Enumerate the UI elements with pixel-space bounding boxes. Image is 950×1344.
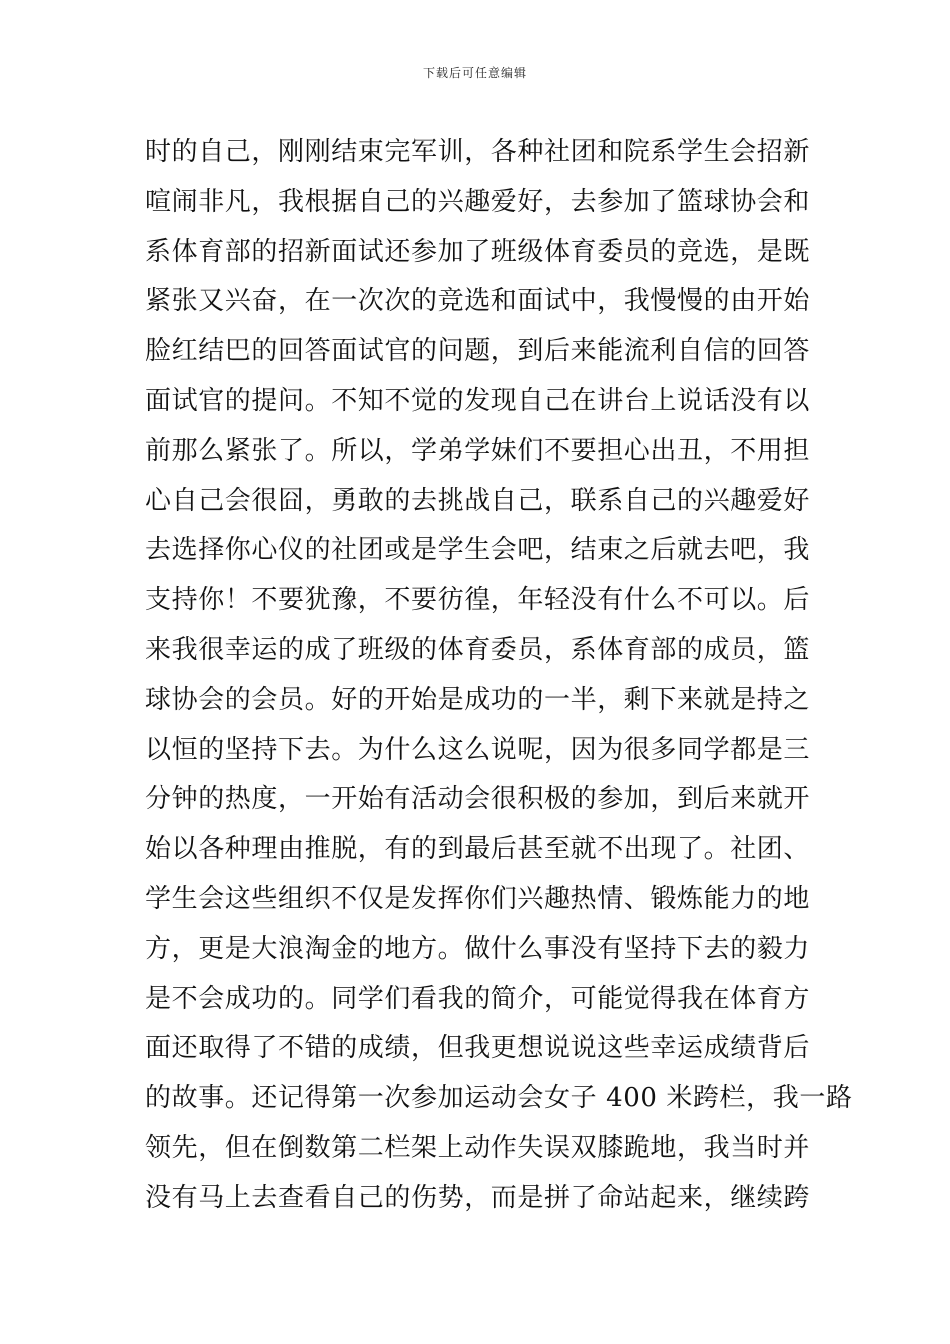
text-line: 紧张又兴奋，在一次次的竞选和面试中，我慢慢的由开始 [145,286,811,317]
text-line: 前那么紧张了。所以，学弟学妹们不要担心出丑，不用担 [145,435,811,466]
text-line: 支持你！不要犹豫，不要彷徨，年轻没有什么不可以。后 [145,585,811,616]
body-paragraph [145,128,853,1224]
text-line: 系体育部的招新面试还参加了班级体育委员的竞选，是既 [145,236,811,267]
text-line: 的故事。还记得第一次参加运动会女子 400 米跨栏，我一路 [145,1083,853,1114]
text-line: 面还取得了不错的成绩，但我更想说说这些幸运成绩背后 [145,1033,811,1064]
text-line: 时的自己，刚刚结束完军训，各种社团和院系学生会招新 [145,137,811,167]
text-line: 始以各种理由推脱，有的到最后甚至就不出现了。社团、 [145,834,811,865]
text-line: 球协会的会员。好的开始是成功的一半，剩下来就是持之 [145,684,811,715]
text-line: 方，更是大浪淘金的地方。做什么事没有坚持下去的毅力 [145,933,811,964]
text-line: 以恒的坚持下去。为什么这么说呢，因为很多同学都是三 [145,734,811,765]
text-line: 去选择你心仪的社团或是学生会吧，结束之后就去吧，我 [145,535,811,566]
text-line: 分钟的热度，一开始有活动会很积极的参加，到后来就开 [145,784,811,815]
text-line: 面试官的提问。不知不觉的发现自己在讲台上说话没有以 [145,385,811,416]
text-line: 领先，但在倒数第二栏架上动作失误双膝跪地，我当时并 [145,1132,811,1163]
text-line: 是不会成功的。同学们看我的简介，可能觉得我在体育方 [145,983,811,1014]
text-line: 心自己会很囧，勇敢的去挑战自己，联系自己的兴趣爱好 [145,485,811,516]
text-line: 学生会这些组织不仅是发挥你们兴趣热情、锻炼能力的地 [145,883,811,914]
text-line: 没有马上去查看自己的伤势，而是拼了命站起来，继续跨 [145,1182,811,1213]
text-line: 来我很幸运的成了班级的体育委员，系体育部的成员，篮 [145,634,811,665]
text-line: 脸红结巴的回答面试官的问题，到后来能流利自信的回答 [145,336,811,367]
text-line: 喧闹非凡，我根据自己的兴趣爱好，去参加了篮球协会和 [145,186,811,217]
header-note: 下载后可任意编辑 [422,66,527,80]
